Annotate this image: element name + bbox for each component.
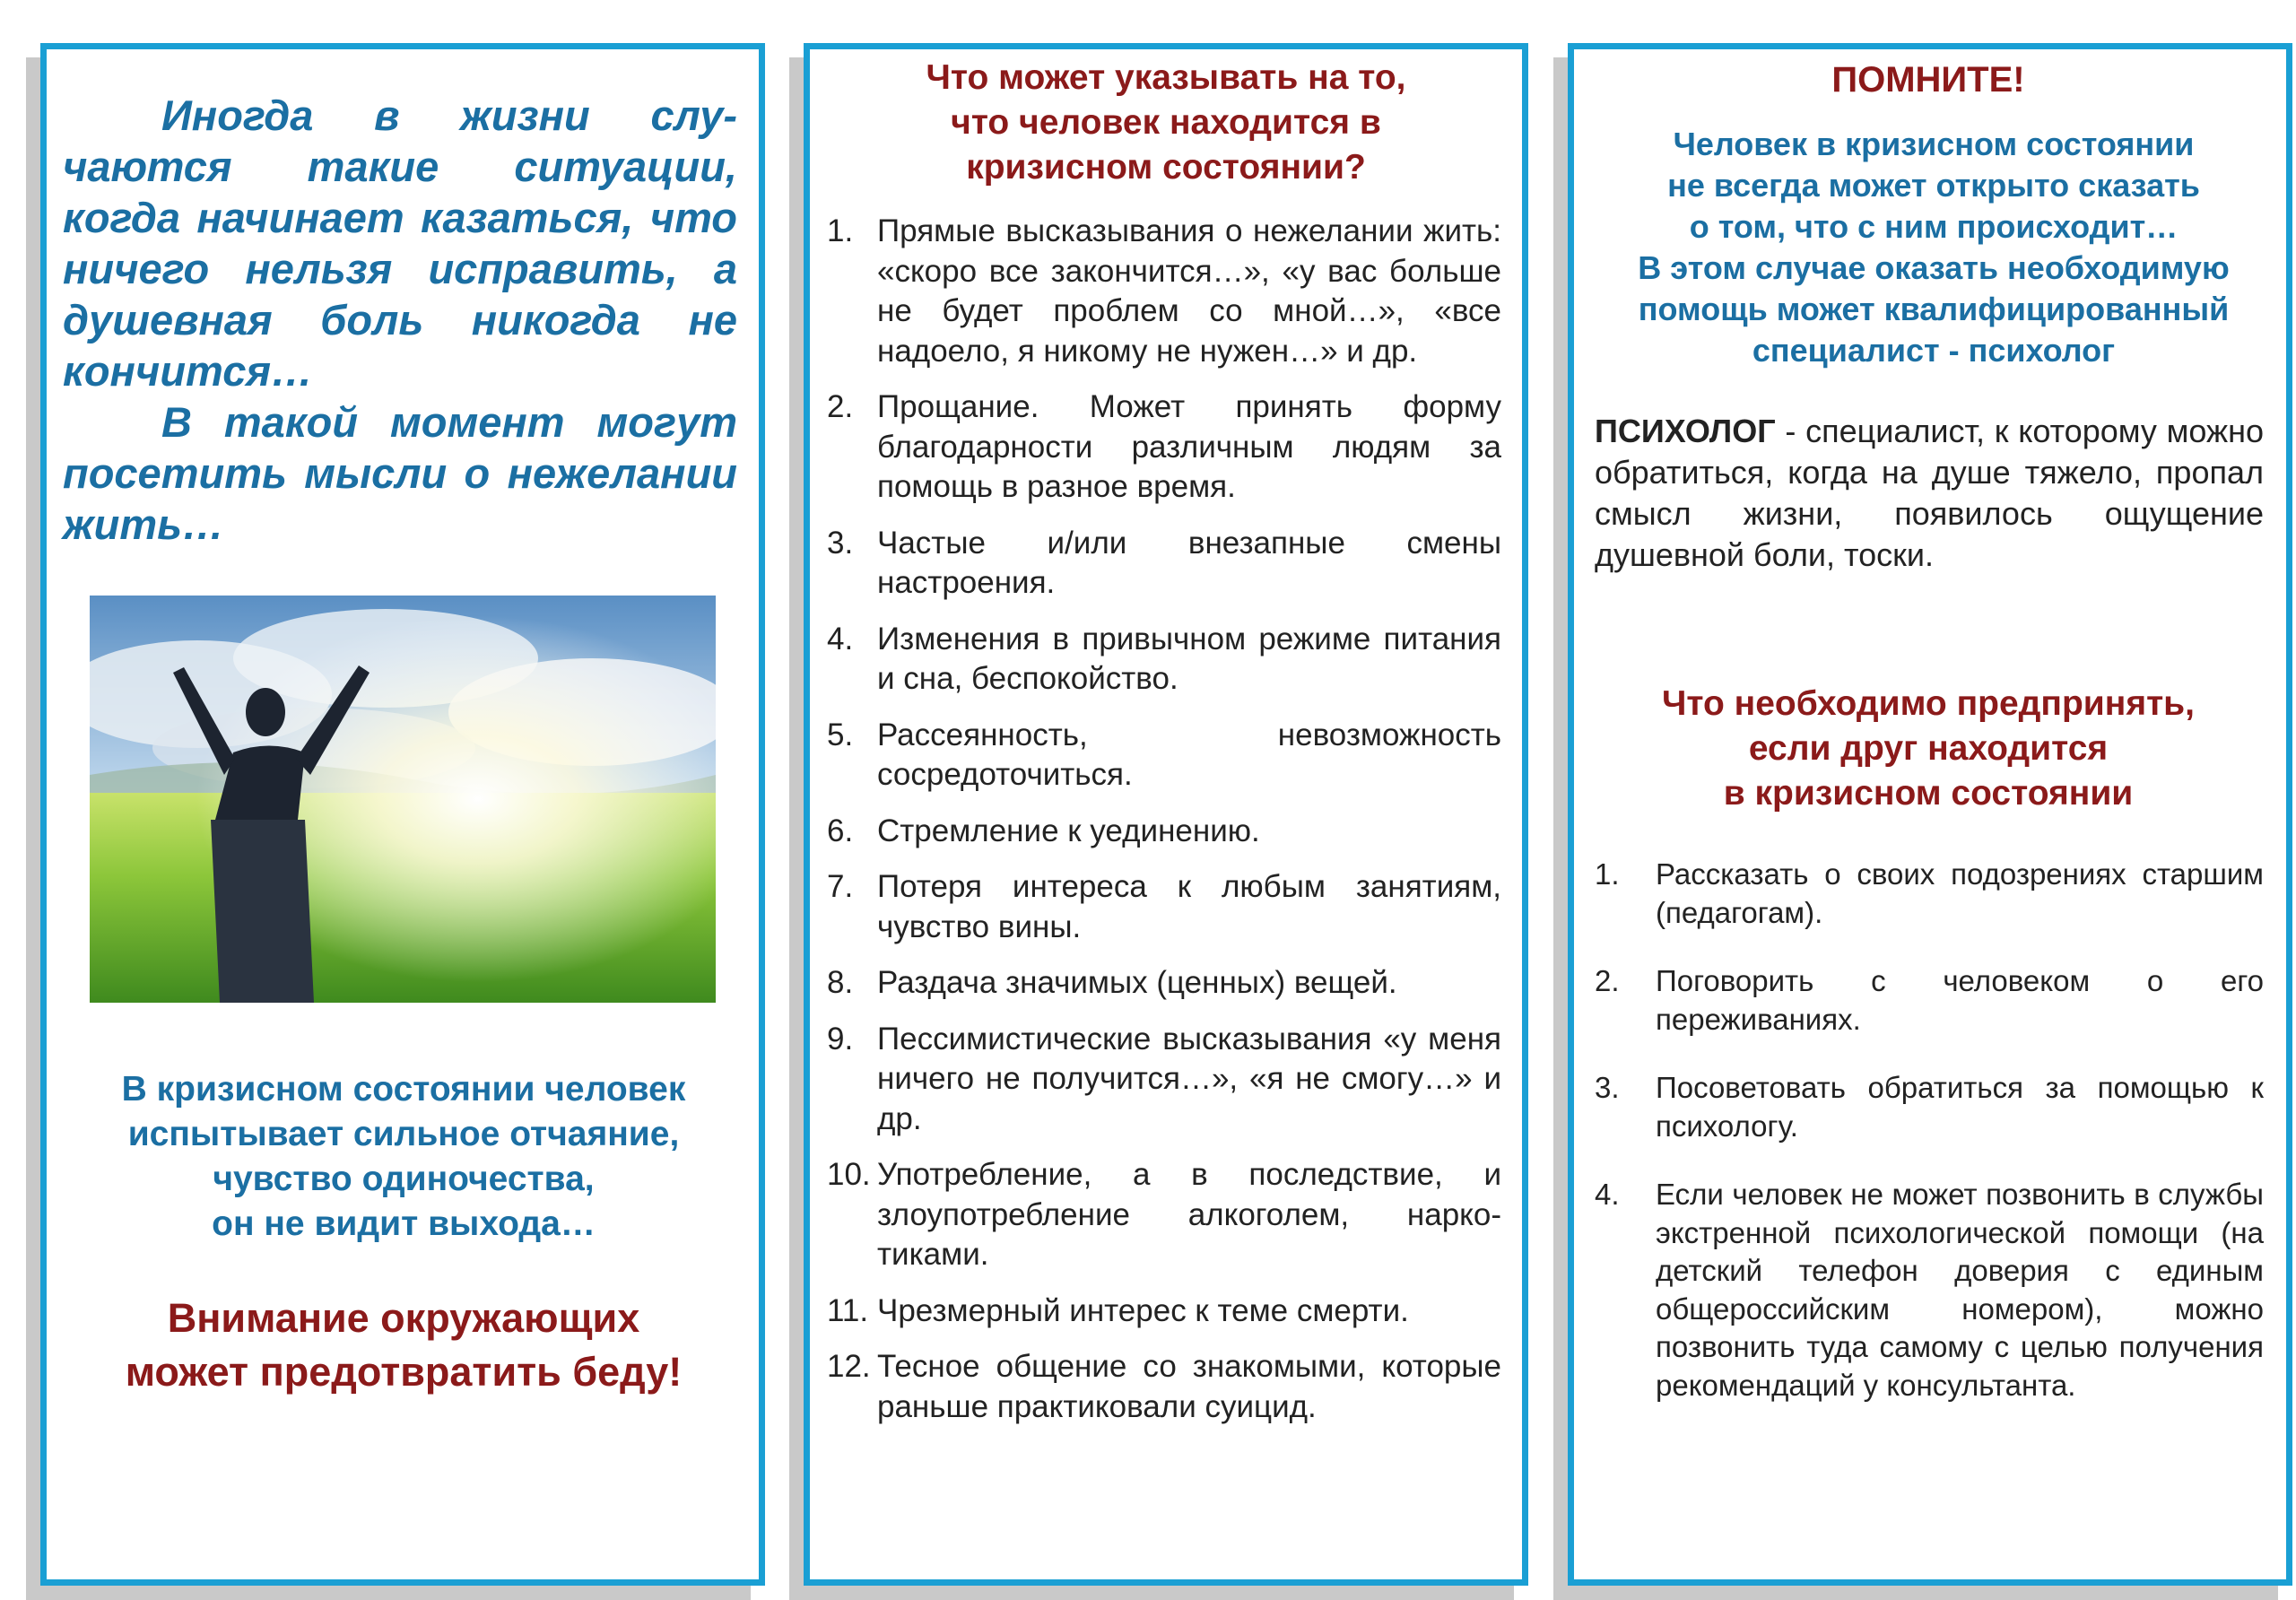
- crisis-line: чувство одиночества,: [213, 1160, 595, 1198]
- crisis-line: испытывает сильное отчаяние,: [127, 1115, 680, 1153]
- actions-heading: [1596, 682, 2260, 816]
- item-number: 11.: [827, 1292, 869, 1328]
- remember-line: Человек в кризисном состоянии: [1673, 126, 2195, 162]
- crisis-line: он не видит выхода…: [212, 1204, 596, 1243]
- crisis-line: В кризисном состоянии человек: [121, 1070, 686, 1109]
- crisis-description: [72, 1067, 735, 1247]
- list-item: [827, 1020, 1501, 1140]
- item-number: 1.: [1595, 857, 1620, 891]
- item-number: 4.: [827, 621, 854, 657]
- remember-line: В этом случае оказать необходимую: [1638, 249, 2230, 286]
- list-item: [827, 212, 1501, 371]
- item-number: 2.: [1595, 964, 1620, 997]
- list-item: [827, 620, 1501, 700]
- remember-line: помощь может квалифицированный: [1638, 291, 2230, 327]
- item-text: Поговорить с человеком о его переживаниях.: [1656, 964, 2264, 1036]
- psychologist-term: ПСИХОЛОГ: [1595, 413, 1776, 449]
- item-number: 12.: [827, 1349, 871, 1384]
- crisis-signs-list: [827, 212, 1501, 1443]
- item-text: Частые и/или внезапные смены настроения.: [877, 525, 1501, 600]
- item-text: Рассказать о своих подозрениях старшим (педагогам).: [1656, 857, 2264, 929]
- item-number: 2.: [827, 389, 854, 424]
- list-item: [827, 1291, 1501, 1332]
- list-item: [827, 387, 1501, 508]
- field-photo: [90, 596, 716, 1003]
- attention-callout: [54, 1291, 753, 1399]
- item-number: 9.: [827, 1021, 854, 1057]
- man-in-field-image: [90, 596, 716, 1003]
- heading-line: если друг находится: [1748, 729, 2109, 768]
- item-number: 3.: [827, 525, 854, 561]
- item-number: 4.: [1595, 1178, 1620, 1211]
- intro-paragraph: В такой момент могут посетить мысли о нежелании жить…: [63, 398, 737, 548]
- heading-line: что человек находится в: [951, 103, 1381, 142]
- remember-line: о том, что с ним происходит…: [1689, 208, 2179, 245]
- list-item: [1595, 856, 2264, 932]
- item-text: Прямые высказывания о нежелании жить: «скоро все закончится…», «у вас больше не будет проблем со мной…», «все надоело, я никому не нужен…» и др.: [877, 213, 1501, 369]
- heading-line: Что может указывать на то,: [926, 58, 1406, 97]
- item-text: Употребление, а в последствие, и злоупотребление алкоголем, нарко-тиками.: [877, 1157, 1501, 1272]
- intro-text: [63, 90, 737, 550]
- item-text: Посоветовать обратиться за помощью к психологу.: [1656, 1071, 2264, 1143]
- item-text: Пессимистические высказывания «у меня ничего не получится…», «я не смогу…» и др.: [877, 1021, 1501, 1136]
- list-item: [827, 812, 1501, 852]
- list-item: [827, 963, 1501, 1004]
- item-text: Тесное общение со знакомыми, которые раньше практиковали суицид.: [877, 1349, 1501, 1424]
- item-number: 6.: [827, 813, 854, 848]
- heading-line: кризисном состоянии?: [966, 148, 1366, 187]
- actions-list: [1595, 856, 2264, 1435]
- list-item: [1595, 962, 2264, 1039]
- attention-line: Внимание окружающих: [167, 1295, 640, 1341]
- list-item: [1595, 1176, 2264, 1404]
- psychologist-definition: [1595, 411, 2264, 576]
- list-item: [827, 524, 1501, 604]
- item-text: Потеря интереса к любым занятиям, чувство вины.: [877, 869, 1501, 944]
- remember-text: [1589, 124, 2278, 371]
- item-text: Если человек не может позвонить в службы экстренной психологической помощи (на детский телефон доверия с единым общероссийским номером), можно позвонить туда самому с целью получения рекомендаций у консультанта.: [1656, 1178, 2264, 1402]
- intro-paragraph: Иногда в жизни слу-чаются такие ситуации, когда начинает казаться, что ничего нельзя исправить, а душевная боль никогда не кончится…: [63, 91, 737, 395]
- psychologist-description: - специалист, к которому можно обратиться, когда на душе тяжело, пропал смысл жизни, появилось ощущение душевной боли, тоски.: [1595, 413, 2264, 573]
- remember-line: специалист - психолог: [1752, 332, 2116, 369]
- item-text: Прощание. Может принять форму благодарности различным людям за помощь в разное время.: [877, 389, 1501, 504]
- attention-line: может предотвратить беду!: [125, 1349, 683, 1395]
- remember-heading: ПОМНИТЕ!: [1831, 60, 2025, 100]
- item-number: 3.: [1595, 1071, 1620, 1104]
- item-text: Стремление к уединению.: [877, 813, 1260, 848]
- remember-line: не всегда может открыто сказать: [1667, 167, 2200, 204]
- list-item: [827, 1347, 1501, 1427]
- list-item: [827, 867, 1501, 947]
- item-number: 10.: [827, 1157, 871, 1192]
- list-item: [1595, 1069, 2264, 1145]
- item-text: Чрезмерный интерес к теме смерти.: [877, 1292, 1409, 1328]
- heading-line: в кризисном состоянии: [1723, 774, 2134, 813]
- item-number: 1.: [827, 213, 854, 248]
- heading-line: Что необходимо предпринять,: [1662, 684, 2195, 723]
- item-text: Раздача значимых (ценных) вещей.: [877, 965, 1397, 1000]
- item-text: Рассеянность, невозможность сосредоточиться.: [877, 717, 1501, 792]
- item-number: 7.: [827, 869, 854, 904]
- item-text: Изменения в привычном режиме питания и сна, беспокойство.: [877, 621, 1501, 696]
- signs-heading: [843, 56, 1489, 190]
- item-number: 8.: [827, 965, 854, 1000]
- list-item: [827, 1155, 1501, 1275]
- item-number: 5.: [827, 717, 854, 752]
- list-item: [827, 716, 1501, 796]
